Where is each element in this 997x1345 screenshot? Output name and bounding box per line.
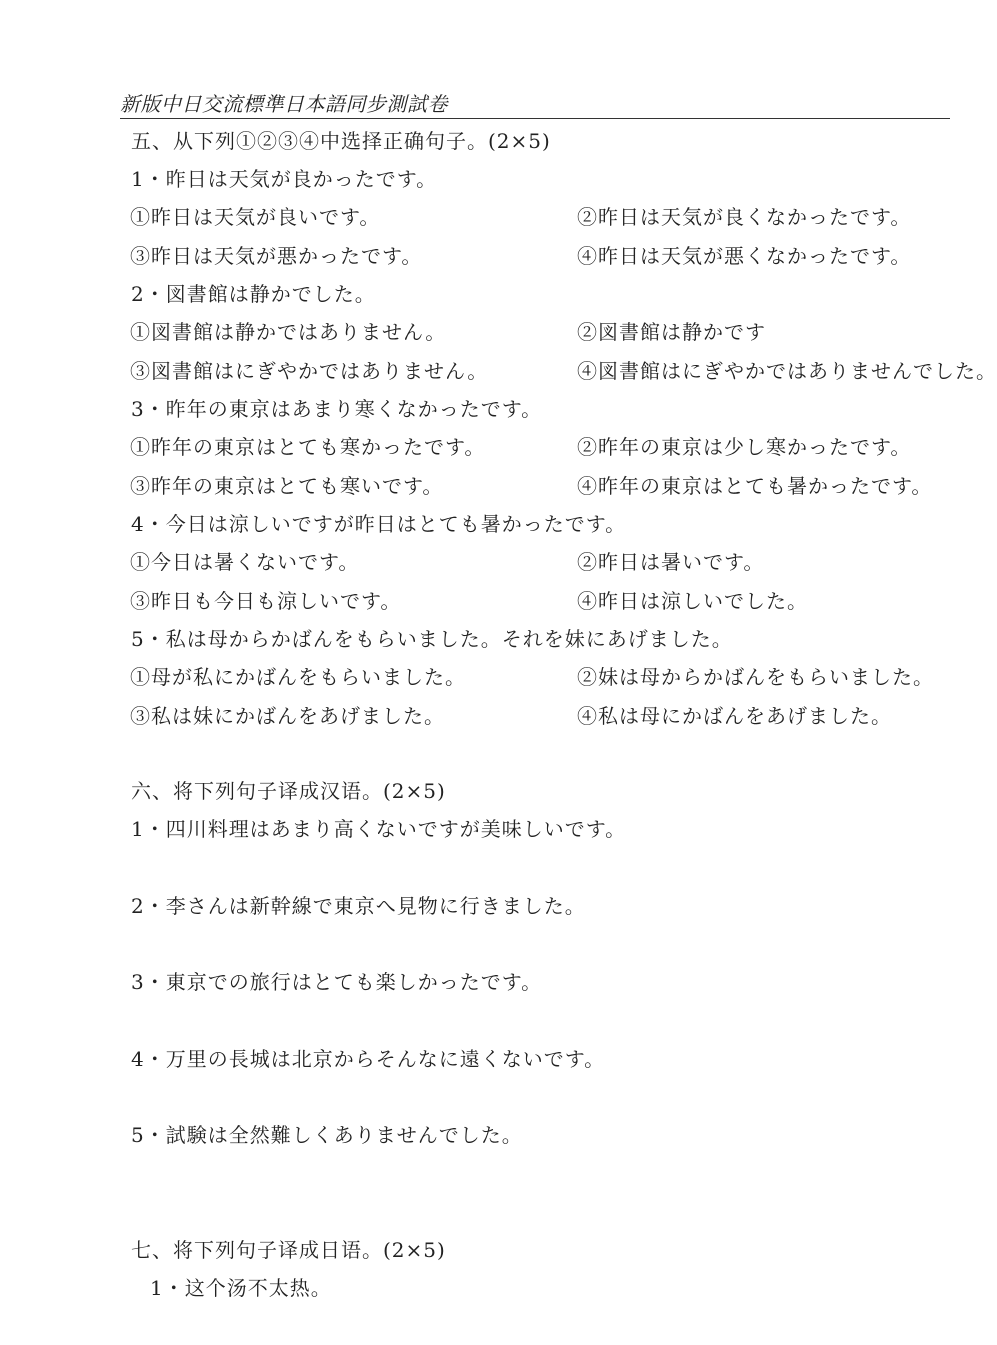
s6-q3: 3・東京での旅行はとても楽しかったです。 bbox=[131, 970, 543, 994]
s5-q5-option-3: ③私は妹にかばんをあげました。 bbox=[130, 704, 445, 728]
section-6-title: 六、将下列句子译成汉语。(2×5) bbox=[131, 779, 446, 803]
s7-q1: 1・这个汤不太热。 bbox=[150, 1276, 332, 1300]
s5-q3-stem: 3・昨年の東京はあまり寒くなかったです。 bbox=[131, 397, 543, 421]
s5-q3-option-3: ③昨年の東京はとても寒いです。 bbox=[130, 474, 444, 498]
s6-q5: 5・試験は全然難しくありませんでした。 bbox=[131, 1123, 523, 1147]
s5-q4-option-4: ④昨日は涼しいでした。 bbox=[577, 589, 808, 613]
s5-q1-option-1: ①昨日は天気が良いです。 bbox=[130, 205, 381, 229]
s5-q5-option-4: ④私は母にかばんをあげました。 bbox=[577, 704, 892, 728]
s5-q2-stem: 2・図書館は静かでした。 bbox=[131, 282, 376, 306]
page-header bbox=[120, 92, 950, 119]
section-7-title: 七、将下列句子译成日语。(2×5) bbox=[131, 1238, 446, 1262]
s5-q4-option-1: ①今日は暑くないです。 bbox=[130, 550, 360, 574]
s5-q2-option-1: ①図書館は静かではありません。 bbox=[130, 320, 447, 344]
s5-q4-stem: 4・今日は涼しいですが昨日はとても暑かったです。 bbox=[131, 512, 627, 536]
s6-q2: 2・李さんは新幹線で東京へ見物に行きました。 bbox=[131, 894, 586, 918]
s5-q1-stem: 1・昨日は天気が良かったです。 bbox=[131, 167, 438, 191]
s5-q3-option-1: ①昨年の東京はとても寒かったです。 bbox=[130, 435, 486, 459]
s5-q3-option-2: ②昨年の東京は少し寒かったです。 bbox=[577, 435, 912, 459]
s5-q1-option-4: ④昨日は天気が悪くなかったです。 bbox=[577, 244, 912, 268]
s5-q5-option-2: ②妹は母からかばんをもらいました。 bbox=[577, 665, 934, 689]
s5-q1-option-2: ②昨日は天気が良くなかったです。 bbox=[577, 205, 912, 229]
s5-q2-option-2: ②図書館は静かです bbox=[577, 320, 766, 344]
s5-q2-option-3: ③図書館はにぎやかではありません。 bbox=[130, 359, 489, 383]
s5-q2-option-4: ④図書館はにぎやかではありませんでした。 bbox=[577, 359, 997, 383]
header-title: 新版中日交流標準日本語同步測試卷 bbox=[120, 92, 448, 116]
s5-q3-option-4: ④昨年の東京はとても暑かったです。 bbox=[577, 474, 933, 498]
s5-q5-option-1: ①母が私にかばんをもらいました。 bbox=[130, 665, 466, 689]
s5-q1-option-3: ③昨日は天気が悪かったです。 bbox=[130, 244, 423, 268]
s5-q4-option-3: ③昨日も今日も涼しいです。 bbox=[130, 589, 402, 613]
s5-q5-stem: 5・私は母からかばんをもらいました。それを妹にあげました。 bbox=[131, 627, 733, 651]
section-5-title: 五、从下列①②③④中选择正确句子。(2×5) bbox=[131, 129, 551, 153]
s5-q4-option-2: ②昨日は暑いです。 bbox=[577, 550, 765, 574]
s6-q4: 4・万里の長城は北京からそんなに遠くないです。 bbox=[131, 1047, 606, 1071]
s6-q1: 1・四川料理はあまり高くないですが美味しいです。 bbox=[131, 817, 627, 841]
